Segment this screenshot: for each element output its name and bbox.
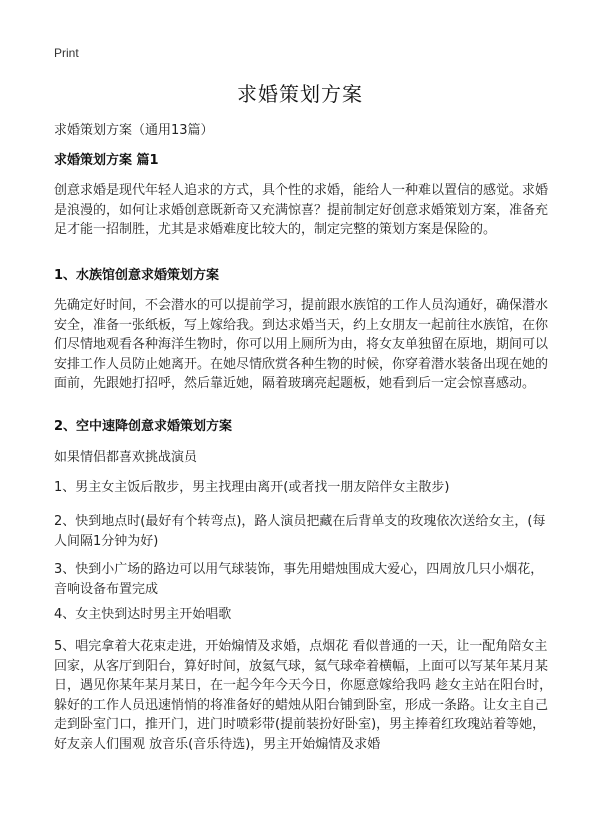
chapter-heading: 求婚策划方案 篇1 [54, 153, 159, 168]
document-title: 求婚策划方案 [237, 82, 363, 106]
step-4: 4、女主快到达时男主开始唱歌 [54, 607, 232, 622]
document-subtitle: 求婚策划方案（通用13篇） [54, 123, 214, 138]
section-1-heading: 1、水族馆创意求婚策划方案 [54, 268, 220, 283]
section-2-intro: 如果情侣都喜欢挑战演员 [54, 450, 198, 465]
section-2-heading: 2、空中速降创意求婚策划方案 [54, 419, 233, 434]
intro-paragraph: 创意求婚是现代年轻人追求的方式，具个性的求婚，能给人一种难以置信的感觉。求婚是浪漫的，如何让求婚创意既新奇又充满惊喜？提前制定好创意求婚策划方案，准备充足才能一招制胜，尤其是求婚难度比较大的，制定完整的策划方案是保险的。 [54, 183, 549, 237]
step-3: 3、快到小广场的路边可以用气球装饰，事先用蜡烛围成大爱心，四周放几只小烟花，音响设备布置完成 [54, 562, 544, 597]
step-2: 2、快到地点时(最好有个转弯点)，路人演员把藏在后背单支的玫瑰依次送给女主，(每人间隔1分钟为好) [54, 514, 546, 549]
step-1: 1、男主女主饭后散步，男主找理由离开(或者找一朋友陪伴女主散步) [54, 480, 450, 495]
section-1-body: 先确定好时间，不会潜水的可以提前学习，提前跟水族馆的工作人员沟通好，确保潜水安全，准备一张纸板，写上嫁给我。到达求婚当天，约上女朋友一起前往水族馆，在你们尽情地观看各种海洋生物时，你可以用上厕所为由，将女友单独留在原地，期间可以安排工作人员防止她离开。在她尽情欣赏各种生物的时候，你穿着潜水装备出现在她的面前，先跟她打招呼，然后靠近她，隔着玻璃亮起题板，她看到后一定会惊喜感动。 [54, 298, 549, 391]
print-label[interactable]: Print [54, 46, 79, 60]
step-5: 5、唱完拿着大花束走进，开始煽情及求婚，点烟花 看似普通的一天，让一配角陪女主回家，从客厅到阳台，算好时间，放氦气球，氦气球牵着横幅，上面可以写某年某月某日，遇见你某年某月某日，在一起今年今天今日，你愿意嫁给我吗 趁女主站在阳台时，躲好的工作人员迅速悄悄的将准备好的蜡烛从阳台铺到卧室，形成一条路。让女主自己走到卧室门口，推开门，进门时喷彩带(提前装扮好卧室)，男主捧着红玫瑰站着等她，好友亲人们围观 放音乐(音乐待选)，男主开始煽情及求婚 [54, 639, 553, 752]
